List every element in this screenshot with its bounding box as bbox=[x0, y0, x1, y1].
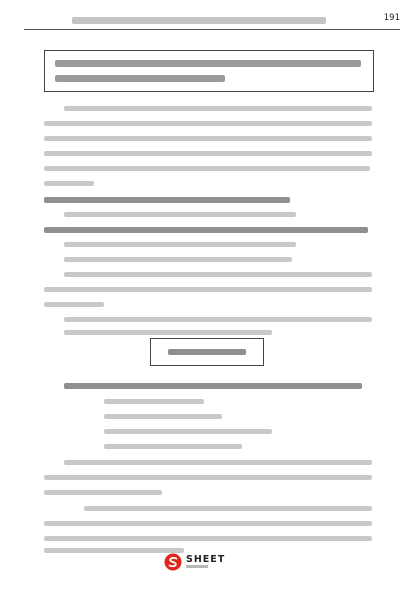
definition-line bbox=[64, 272, 372, 277]
definition-line bbox=[64, 330, 272, 335]
title-line bbox=[55, 75, 225, 82]
text-line bbox=[44, 475, 372, 480]
definition-line bbox=[44, 287, 372, 292]
publisher-logo bbox=[164, 552, 248, 574]
text-line bbox=[64, 460, 372, 465]
list-item bbox=[104, 429, 272, 434]
list-item bbox=[104, 414, 222, 419]
title-line bbox=[55, 60, 361, 67]
text-line bbox=[84, 506, 372, 511]
definition-line bbox=[64, 317, 372, 322]
text-line bbox=[44, 121, 372, 126]
text-line bbox=[44, 136, 372, 141]
responsible-officer bbox=[64, 257, 292, 262]
section-heading-box bbox=[150, 338, 264, 366]
document-title-box bbox=[44, 50, 374, 92]
definition-line bbox=[44, 302, 104, 307]
sheet-logo-icon bbox=[164, 553, 182, 571]
text-line bbox=[44, 166, 370, 171]
list-item bbox=[104, 444, 242, 449]
act-effective bbox=[64, 212, 296, 217]
running-title bbox=[72, 17, 326, 24]
section-heading bbox=[168, 349, 246, 355]
text-line bbox=[44, 536, 372, 541]
text-line bbox=[44, 490, 162, 495]
act-title bbox=[44, 197, 290, 203]
act-effective bbox=[64, 242, 296, 247]
text-line bbox=[44, 521, 372, 526]
text-line bbox=[64, 383, 362, 389]
act-title bbox=[44, 227, 368, 233]
header-divider bbox=[24, 29, 400, 30]
text-line bbox=[44, 548, 184, 553]
page-header bbox=[24, 14, 400, 32]
text-line bbox=[44, 151, 372, 156]
logo-wordmark: SHEET bbox=[186, 554, 226, 565]
list-item bbox=[104, 399, 204, 404]
page-number: 191 bbox=[383, 13, 400, 23]
text-line bbox=[44, 181, 94, 186]
text-line bbox=[64, 106, 372, 111]
logo-tagline bbox=[186, 565, 208, 568]
